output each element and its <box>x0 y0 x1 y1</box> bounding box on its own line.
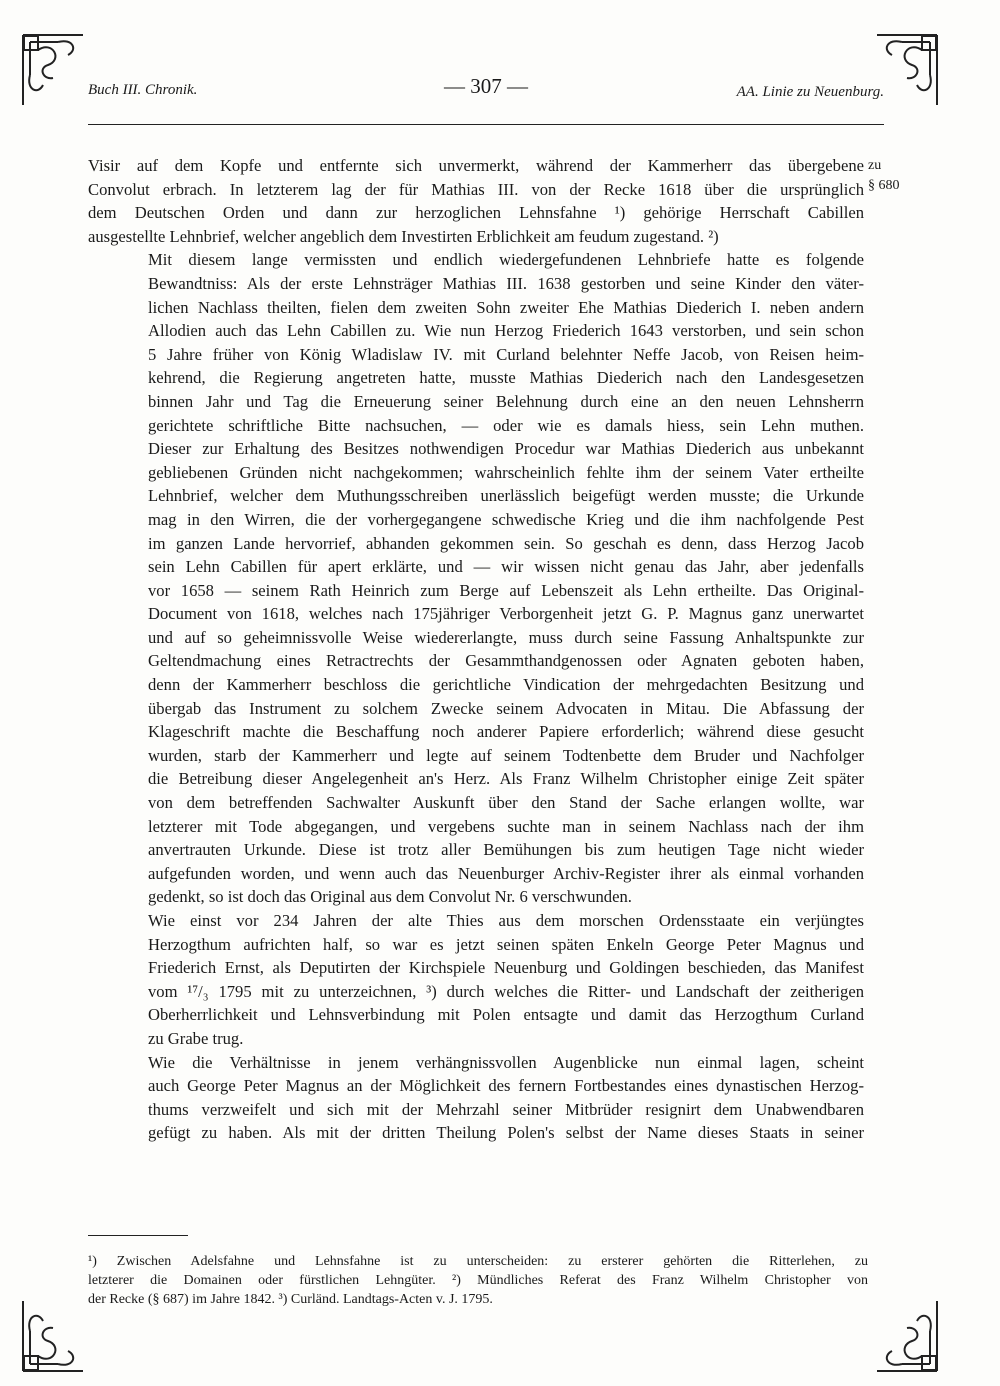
main-text <box>88 154 864 1145</box>
text-line: Wie einst vor 234 Jahren der alte Thies aus dem morschen Ordensstaate ein verjüngtes <box>148 911 864 930</box>
paragraph <box>88 154 864 248</box>
text-line: ausgestellte Lehnbrief, welcher angeblich dem Investirten Erblichkeit am feudum zugestand. ²) <box>88 226 719 246</box>
text-line: der Recke (§ 687) im Jahre 1842. ³) Curländ. Landtags-Acten v. J. 1795. <box>88 1292 493 1307</box>
text-line: auch George Peter Magnus an der Möglichkeit des fernern Fortbestandes eines dynastischen Herzog- <box>148 1076 864 1096</box>
text-line: lichen Nachlass theilten, fielen dem zweiten Sohn zweiter Ehe Mathias Diederich I. neben andern <box>148 297 864 317</box>
corner-ornament-icon <box>18 30 88 110</box>
text-line: Klageschrift machte die Beschaffung noch anderer Papiere erforderlich; während diese gesucht <box>148 722 864 742</box>
text-line: und auf so geheimnissvolle Weise wiedererlangte, muss durch seine Fassung Anhaltspunkte zur <box>148 627 864 647</box>
text-line: gerichtete schriftliche Bitte nachsuchen, — oder wie es damals hiess, sein Lehn muthen. <box>148 415 864 435</box>
text-line: sein Lehn Cabillen für apert erklärte, und — wir wissen nicht genau das Jahr, aber jedenfalls <box>148 557 864 577</box>
text-line: 5 Jahre früher von König Wladislaw IV. mit Curland belehnter Neffe Jacob, von Reisen heim- <box>148 344 864 364</box>
text-line: Wie die Verhältnisse in jenem verhängnissvollen Augenblicke nun einmal lagen, scheint <box>148 1052 864 1072</box>
text-line: vom ¹⁷/₃ 1795 mit zu unterzeichnen, ³) durch welches die Ritter- und Landschaft der zeitherigen <box>148 981 864 1001</box>
text-line: dem Deutschen Orden und dann zur herzoglichen Lehnsfahne ¹) gehörige Herrschaft Cabillen <box>88 203 864 223</box>
text-line: Convolut erbrach. In letzterem lag der für Mathias III. von der Recke 1618 über die ursprünglich <box>88 179 864 199</box>
text-line: gedenkt, so ist doch das Original aus dem Convolut Nr. 6 verschwunden. <box>148 887 632 907</box>
text-line: letzterer mit Tode abgegangen, und vergebens suchte man in seinem Nachlass nach der ihm <box>148 816 864 836</box>
text-line: gebliebenen Gründen nicht nachgekommen; wahrscheinlich fehlte ihm der seinem Vater ertheilte <box>148 462 864 482</box>
header-rule <box>88 124 884 125</box>
text-line: Geltendmachung eines Retractrechts der Gesammthandgenossen oder Agnaten geboten haben, <box>148 651 864 671</box>
text-line: Dieser zur Erhaltung des Besitzes nothwendigen Procedur war Mathias Diederich aus unbekannt <box>148 439 864 459</box>
paragraph <box>88 248 864 909</box>
text-line: Lehnbrief, welcher dem Muthungsschreiben unerlässlich beigefügt werden musste; die Urkunde <box>148 486 864 506</box>
margin-note <box>868 156 900 196</box>
page-number: — 307 — <box>444 74 528 98</box>
text-line: vor 1658 — seinem Rath Heinrich zum Berge auf Lebenszeit als Lehn ertheilte. Das Original- <box>148 580 864 600</box>
text-line: zu Grabe trug. <box>148 1028 244 1048</box>
text-line: von dem betreffenden Sachwalter Auskunft über den Stand der Sache erlangen wollte, war <box>148 793 864 813</box>
header-book-section: Buch III. Chronik. <box>88 82 198 98</box>
text-line: Mit diesem lange vermissten und endlich wiedergefundenen Lehnbriefe hatte es folgende <box>148 250 864 270</box>
text-line: Herzogthum aufrichten half, so war es jetzt seinen späten Enkeln George Peter Magnus und <box>148 934 864 954</box>
text-line: gefügt zu haben. Als mit der dritten Theilung Polen's selbst der Name dieses Staats in seiner <box>148 1123 864 1143</box>
margin-note-zu: zu <box>868 158 882 173</box>
text-line: ¹) Zwischen Adelsfahne und Lehnsfahne ist zu unterscheiden: zu ersterer gehörten die Ritterlehen, zu <box>88 1254 868 1269</box>
text-line: Visir auf dem Kopfe und entfernte sich unvermerkt, während der Kammerherr das übergebene <box>88 156 864 175</box>
running-header <box>88 74 884 114</box>
text-line: wurden, starb der Kammerherr und legte auf seinem Todtenbette dem Bruder und Nachfolger <box>148 745 864 765</box>
text-line: letzterer die Domainen oder fürstlichen Lehngüter. ²) Mündliches Referat des Franz Wilhelm Christopher von <box>88 1273 868 1288</box>
text-line: übergab das Instrument zu solchem Zwecke seinem Advocaten in Mitau. Die Abfassung der <box>148 698 864 718</box>
footnotes <box>88 1252 868 1309</box>
text-line: Bewandtniss: Als der erste Lehnsträger Mathias III. 1638 gestorben und seine Kinder den väter- <box>148 273 864 293</box>
text-line: aufgefunden worden, und wenn auch das Neuenburger Archiv-Register ihrer als einmal vorhanden <box>148 863 864 883</box>
text-line: die Betreibung dieser Angelegenheit an's Herz. Als Franz Wilhelm Christopher einige Zeit später <box>148 769 864 789</box>
header-lineage: AA. Linie zu Neuenburg. <box>736 84 884 100</box>
text-line: Document von 1618, welches nach 175jähriger Verborgenheit jetzt G. P. Magnus ganz unerwartet <box>148 604 864 624</box>
text-line: thums verzweifelt und sich mit der Mehrzahl seiner Mitbrüder resignirt dem Unabwendbaren <box>148 1099 864 1119</box>
text-line: denn der Kammerherr beschloss die gerichtliche Vindication der mehrgedachten Besitzung und <box>148 675 864 695</box>
text-line: binnen Jahr und Tag die Erneuerung seiner Belehnung durch eine an den neuen Lehnsherrn <box>148 391 864 411</box>
footnote-rule <box>88 1235 188 1236</box>
text-line: im ganzen Lande hervorrief, abhanden gekommen sein. So geschah es denn, dass Herzog Jacob <box>148 533 864 553</box>
corner-ornament-icon <box>18 1296 88 1376</box>
text-line: mag in den Wirren, die der vorhergegangene schwedische Krieg und die ihm nachfolgende Pest <box>148 509 864 529</box>
corner-ornament-icon <box>872 1296 942 1376</box>
text-line: kehrend, die Regierung angetreten hatte, musste Mathias Diederich nach den Landesgesetzen <box>148 368 864 388</box>
paragraph <box>88 1051 864 1145</box>
text-line: anvertrauten Urkunde. Diese ist trotz aller Bemühungen bis zum heutigen Tage nicht wieder <box>148 840 864 860</box>
text-line: Oberherrlichkeit und Lehnsverbindung mit Polen entsagte und damit das Herzogthum Curland <box>148 1005 864 1025</box>
text-line: Friederich Ernst, als Deputirten der Kirchspiele Neuenburg und Goldingen beschieden, das Manifest <box>148 958 864 978</box>
text-line: Allodien auch das Lehn Cabillen zu. Wie nun Herzog Friederich 1643 verstorben, und sein schon <box>148 321 864 341</box>
paragraph <box>88 909 864 1051</box>
margin-note-ref: § 680 <box>868 178 900 193</box>
